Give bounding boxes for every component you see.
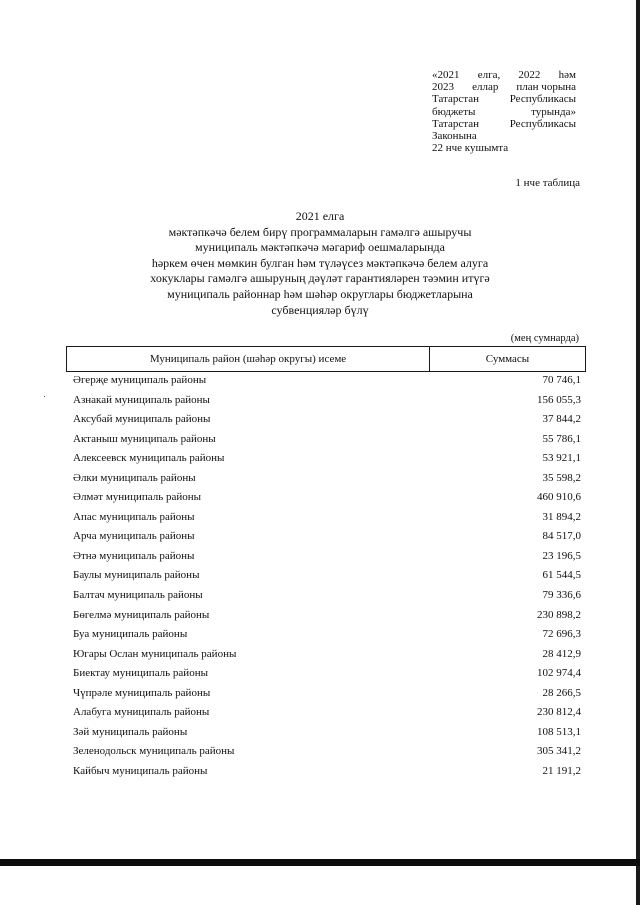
- annotation-word: план чорына: [516, 81, 576, 94]
- annotation-line: [432, 69, 576, 81]
- subvention-amount: 21 191,2: [542, 764, 581, 777]
- table-row: [0, 684, 640, 704]
- subvention-amount: 23 196,5: [542, 549, 581, 562]
- table-body: [0, 371, 640, 781]
- subvention-amount: 28 412,9: [542, 647, 581, 660]
- table-row: [0, 625, 640, 645]
- annotation-word: турында»: [531, 105, 576, 118]
- subvention-amount: 55 786,1: [542, 432, 581, 445]
- district-name: Әлмәт муниципаль районы: [73, 491, 202, 504]
- district-name: Балтач муниципаль районы: [73, 589, 203, 602]
- district-name: Әлки муниципаль районы: [73, 471, 196, 484]
- annotation-word: елга,: [477, 69, 501, 81]
- subvention-amount: 156 055,3: [537, 393, 581, 406]
- district-name: Аксубай муниципаль районы: [73, 413, 211, 426]
- law-annex-note: [432, 69, 576, 154]
- subvention-amount: 230 898,2: [537, 608, 581, 621]
- annotation-word: һәм: [558, 69, 576, 81]
- annotation-line: [432, 130, 576, 142]
- header-sum-column: Суммасы: [485, 353, 530, 365]
- title-line: мәктәпкәчә белем бирү программаларын гамәлгә ашыручы: [168, 224, 472, 239]
- subvention-amount: 35 598,2: [542, 471, 581, 484]
- table-row: [0, 645, 640, 665]
- table-row: [0, 664, 640, 684]
- annotation-line: [432, 118, 576, 130]
- annotation-word: «2021: [432, 69, 460, 81]
- subvention-amount: 79 336,6: [542, 589, 581, 602]
- table-row: [0, 586, 640, 606]
- title-line: һәркем өчен мөмкин булган һәм түләүсез мәктәпкәчә белем алуга: [151, 255, 489, 270]
- table-row: [0, 391, 640, 411]
- table-row: [0, 449, 640, 469]
- annotation-word: Законына: [432, 130, 477, 143]
- unit-label: (мең сумнарда): [510, 333, 579, 344]
- scan-bottom-bar: [0, 859, 640, 866]
- table-row: [0, 742, 640, 762]
- district-name: Чүпрәле муниципаль районы: [73, 686, 211, 699]
- table-row: [0, 566, 640, 586]
- annotation-word: 2023: [432, 81, 454, 94]
- subvention-amount: 108 513,1: [537, 725, 581, 738]
- annotation-word: Республикасы: [509, 93, 576, 106]
- table-row: [0, 762, 640, 782]
- district-name: Алексеевск муниципаль районы: [73, 452, 225, 465]
- subvention-amount: 72 696,3: [542, 628, 581, 641]
- annotation-line: [432, 93, 576, 105]
- district-name: Алабуга муниципаль районы: [73, 706, 210, 719]
- table-row: [0, 606, 640, 626]
- district-name: Әгерҗе муниципаль районы: [73, 374, 207, 386]
- annotation-word: Татарстан: [432, 93, 479, 106]
- title-line: субвенцияләр бүлү: [271, 302, 369, 317]
- district-name: Югары Ослан муниципаль районы: [73, 647, 237, 660]
- annotation-word: 2022: [518, 69, 541, 81]
- table-row: [0, 508, 640, 528]
- annotation-word: Республикасы: [509, 117, 576, 130]
- title-year: 2021 елга: [295, 209, 345, 223]
- annotation-word: еллар: [472, 81, 499, 94]
- district-name: Арча муниципаль районы: [73, 530, 195, 543]
- table-header: [66, 346, 586, 372]
- subvention-amount: 230 812,4: [537, 706, 581, 719]
- annotation-line: [432, 81, 576, 93]
- title-line: муниципаль мәктәпкәчә мәгариф оешмаларында: [195, 240, 445, 255]
- title-line: хокуклары гамәлгә ашыруның дәүләт гарантияләрен тәэмин итүгә: [150, 271, 490, 286]
- district-name: Азнакай муниципаль районы: [73, 393, 210, 406]
- district-name: Актаныш муниципаль районы: [73, 432, 216, 445]
- subvention-amount: 305 341,2: [537, 745, 581, 758]
- subvention-amount: 61 544,5: [542, 569, 581, 582]
- table-row: [0, 703, 640, 723]
- subvention-amount: 37 844,2: [542, 413, 581, 426]
- table-row: [0, 527, 640, 547]
- district-name: Баулы муниципаль районы: [73, 569, 200, 582]
- table-row: [0, 430, 640, 450]
- subvention-amount: 84 517,0: [542, 530, 581, 543]
- table-row: [0, 723, 640, 743]
- subvention-amount: 460 910,6: [537, 491, 581, 504]
- title-line: муниципаль районнар һәм шәһәр округлары бюджетларына: [167, 286, 473, 301]
- table-number: 1 нче таблица: [515, 177, 580, 189]
- district-name: Бөгелмә муниципаль районы: [73, 608, 210, 621]
- subvention-amount: 70 746,1: [542, 374, 581, 386]
- annotation-line: [432, 142, 576, 154]
- table-row: [0, 488, 640, 508]
- district-name: Биектау муниципаль районы: [73, 667, 208, 680]
- district-name: Буа муниципаль районы: [73, 628, 188, 641]
- table-row: [0, 547, 640, 567]
- annotation-word: Татарстан: [432, 117, 479, 130]
- annotation-line: [432, 106, 576, 118]
- subvention-amount: 53 921,1: [542, 452, 581, 465]
- district-name: Зеленодольск муниципаль районы: [73, 745, 235, 758]
- district-name: Зәй муниципаль районы: [73, 725, 188, 738]
- district-name: Кайбыч муниципаль районы: [73, 764, 208, 777]
- district-name: Апас муниципаль районы: [73, 510, 195, 523]
- table-row: [0, 371, 640, 391]
- subvention-amount: 102 974,4: [537, 667, 581, 680]
- subvention-amount: 31 894,2: [542, 510, 581, 523]
- document-title: [60, 209, 580, 318]
- annotation-word: 22 нче кушымта: [432, 142, 509, 155]
- table-row: [0, 410, 640, 430]
- header-name-column: Муниципаль район (шәһәр округы) исеме: [67, 347, 430, 371]
- subvention-amount: 28 266,5: [542, 686, 581, 699]
- annotation-word: бюджеты: [432, 105, 476, 118]
- district-name: Әтнә муниципаль районы: [73, 549, 195, 562]
- table-row: [0, 469, 640, 489]
